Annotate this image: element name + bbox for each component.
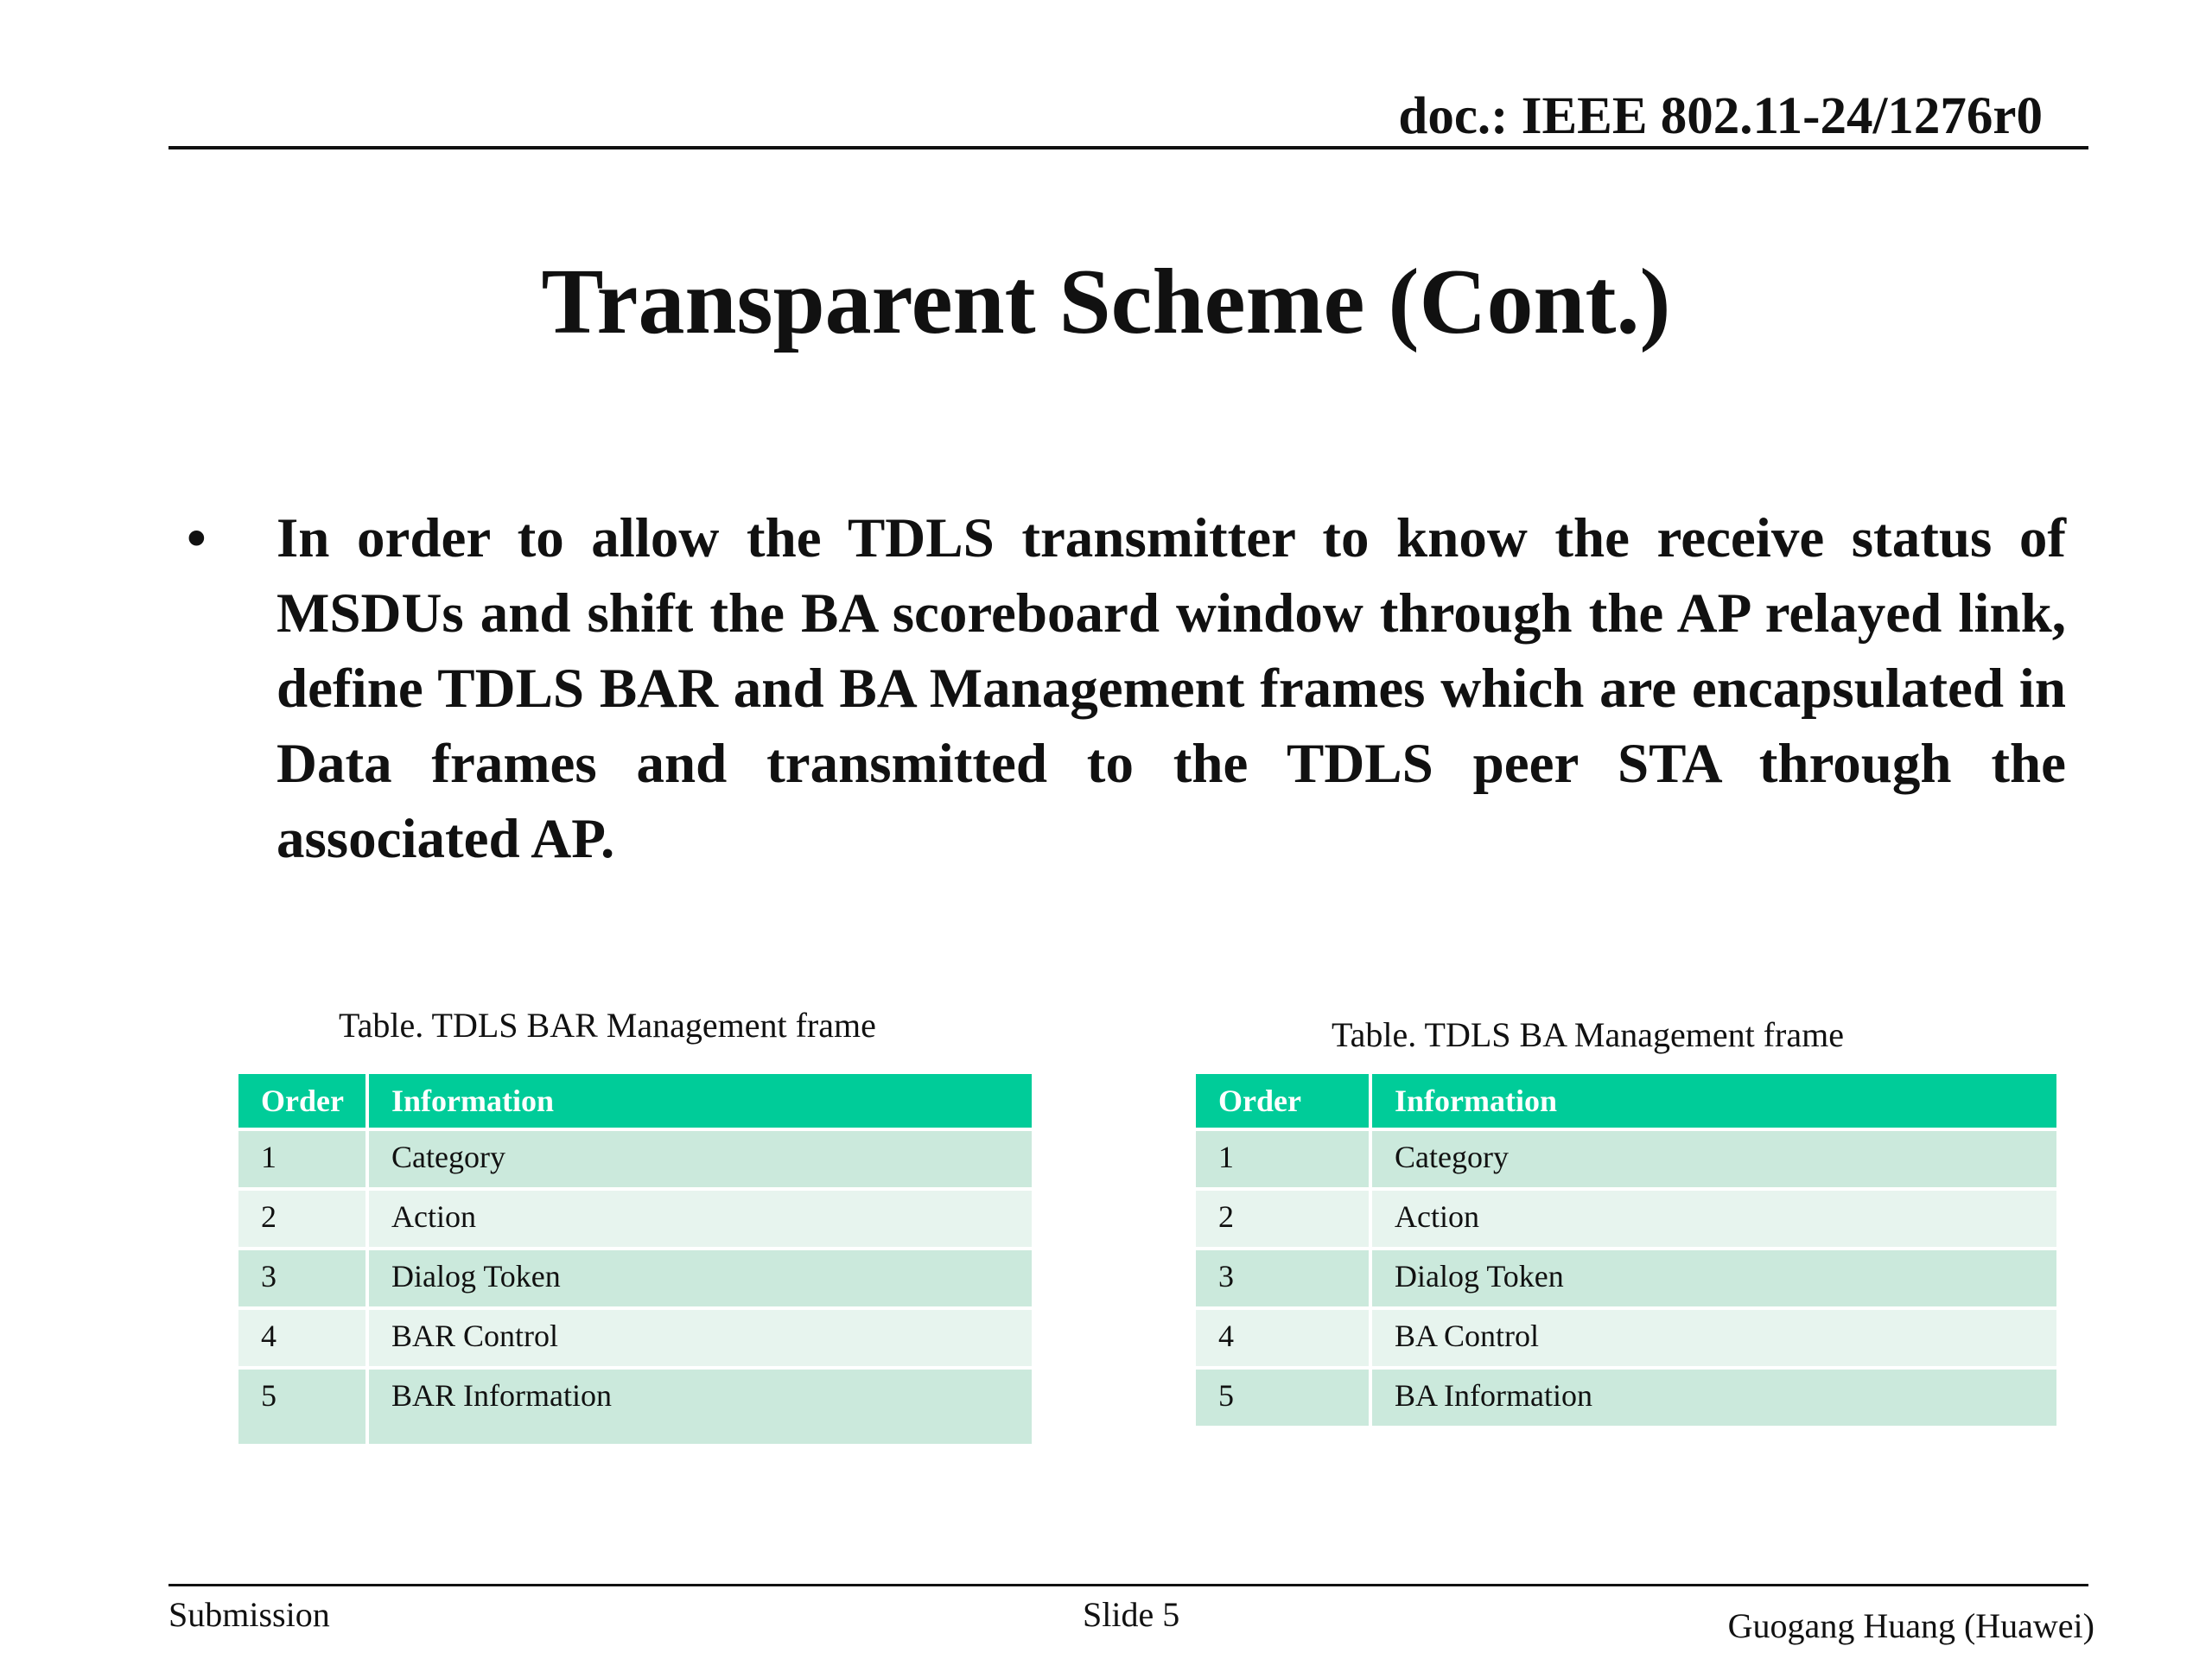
order-cell: 2 [238,1191,369,1250]
information-cell: Action [1372,1191,2056,1250]
order-cell: 1 [238,1131,369,1191]
header-divider [168,146,2088,149]
order-cell: 3 [1196,1250,1372,1310]
table-row [238,1310,1032,1370]
footer-submission: Submission [168,1595,330,1634]
order-cell: 2 [1196,1191,1372,1250]
bar-management-table [238,1074,1032,1447]
table-row [238,1370,1032,1447]
bullet-text: In order to allow the TDLS transmitter to know the receive status of MSDUs and shift the BA scoreboard window through the AP relayed link, define TDLS BAR and BA Management frames which are encapsulated in Data frames and transmitted to the TDLS peer STA through the associated AP. [276,507,2066,870]
order-cell: 5 [1196,1370,1372,1429]
ba-management-table [1196,1074,2056,1429]
table-row [238,1250,1032,1310]
doc-id: doc.: IEEE 802.11-24/1276r0 [1398,87,2043,145]
table-row [1196,1310,2056,1370]
ba-table-caption: Table. TDLS BA Management frame [1332,1015,1844,1054]
table-header-row [238,1074,1032,1131]
table-row [238,1131,1032,1191]
table-header-row [1196,1074,2056,1131]
footer-slide-number: Slide 5 [1083,1595,1180,1634]
order-cell: 4 [1196,1310,1372,1370]
order-cell: 1 [1196,1131,1372,1191]
information-cell: Action [369,1191,1032,1250]
table-row [1196,1250,2056,1310]
bullet-marker: • [187,507,207,569]
information-cell: Category [369,1131,1032,1191]
information-cell: BAR Information [369,1370,1032,1447]
column-header-order: Order [238,1074,369,1131]
footer-divider [168,1584,2088,1586]
information-cell: Dialog Token [369,1250,1032,1310]
information-cell: BA Control [1372,1310,2056,1370]
table-row [1196,1191,2056,1250]
information-cell: Category [1372,1131,2056,1191]
information-cell: Dialog Token [1372,1250,2056,1310]
column-header-information: Information [369,1074,1032,1131]
column-header-order: Order [1196,1074,1372,1131]
column-header-information: Information [1372,1074,2056,1131]
information-cell: BAR Control [369,1310,1032,1370]
table-row [238,1191,1032,1250]
order-cell: 5 [238,1370,369,1447]
table-row [1196,1370,2056,1429]
bar-table-caption: Table. TDLS BAR Management frame [339,1006,876,1045]
information-cell: BA Information [1372,1370,2056,1429]
slide-title: Transparent Scheme (Cont.) [541,251,1671,353]
footer-author: Guogang Huang (Huawei) [1727,1606,2094,1645]
table-row [1196,1131,2056,1191]
order-cell: 3 [238,1250,369,1310]
order-cell: 4 [238,1310,369,1370]
